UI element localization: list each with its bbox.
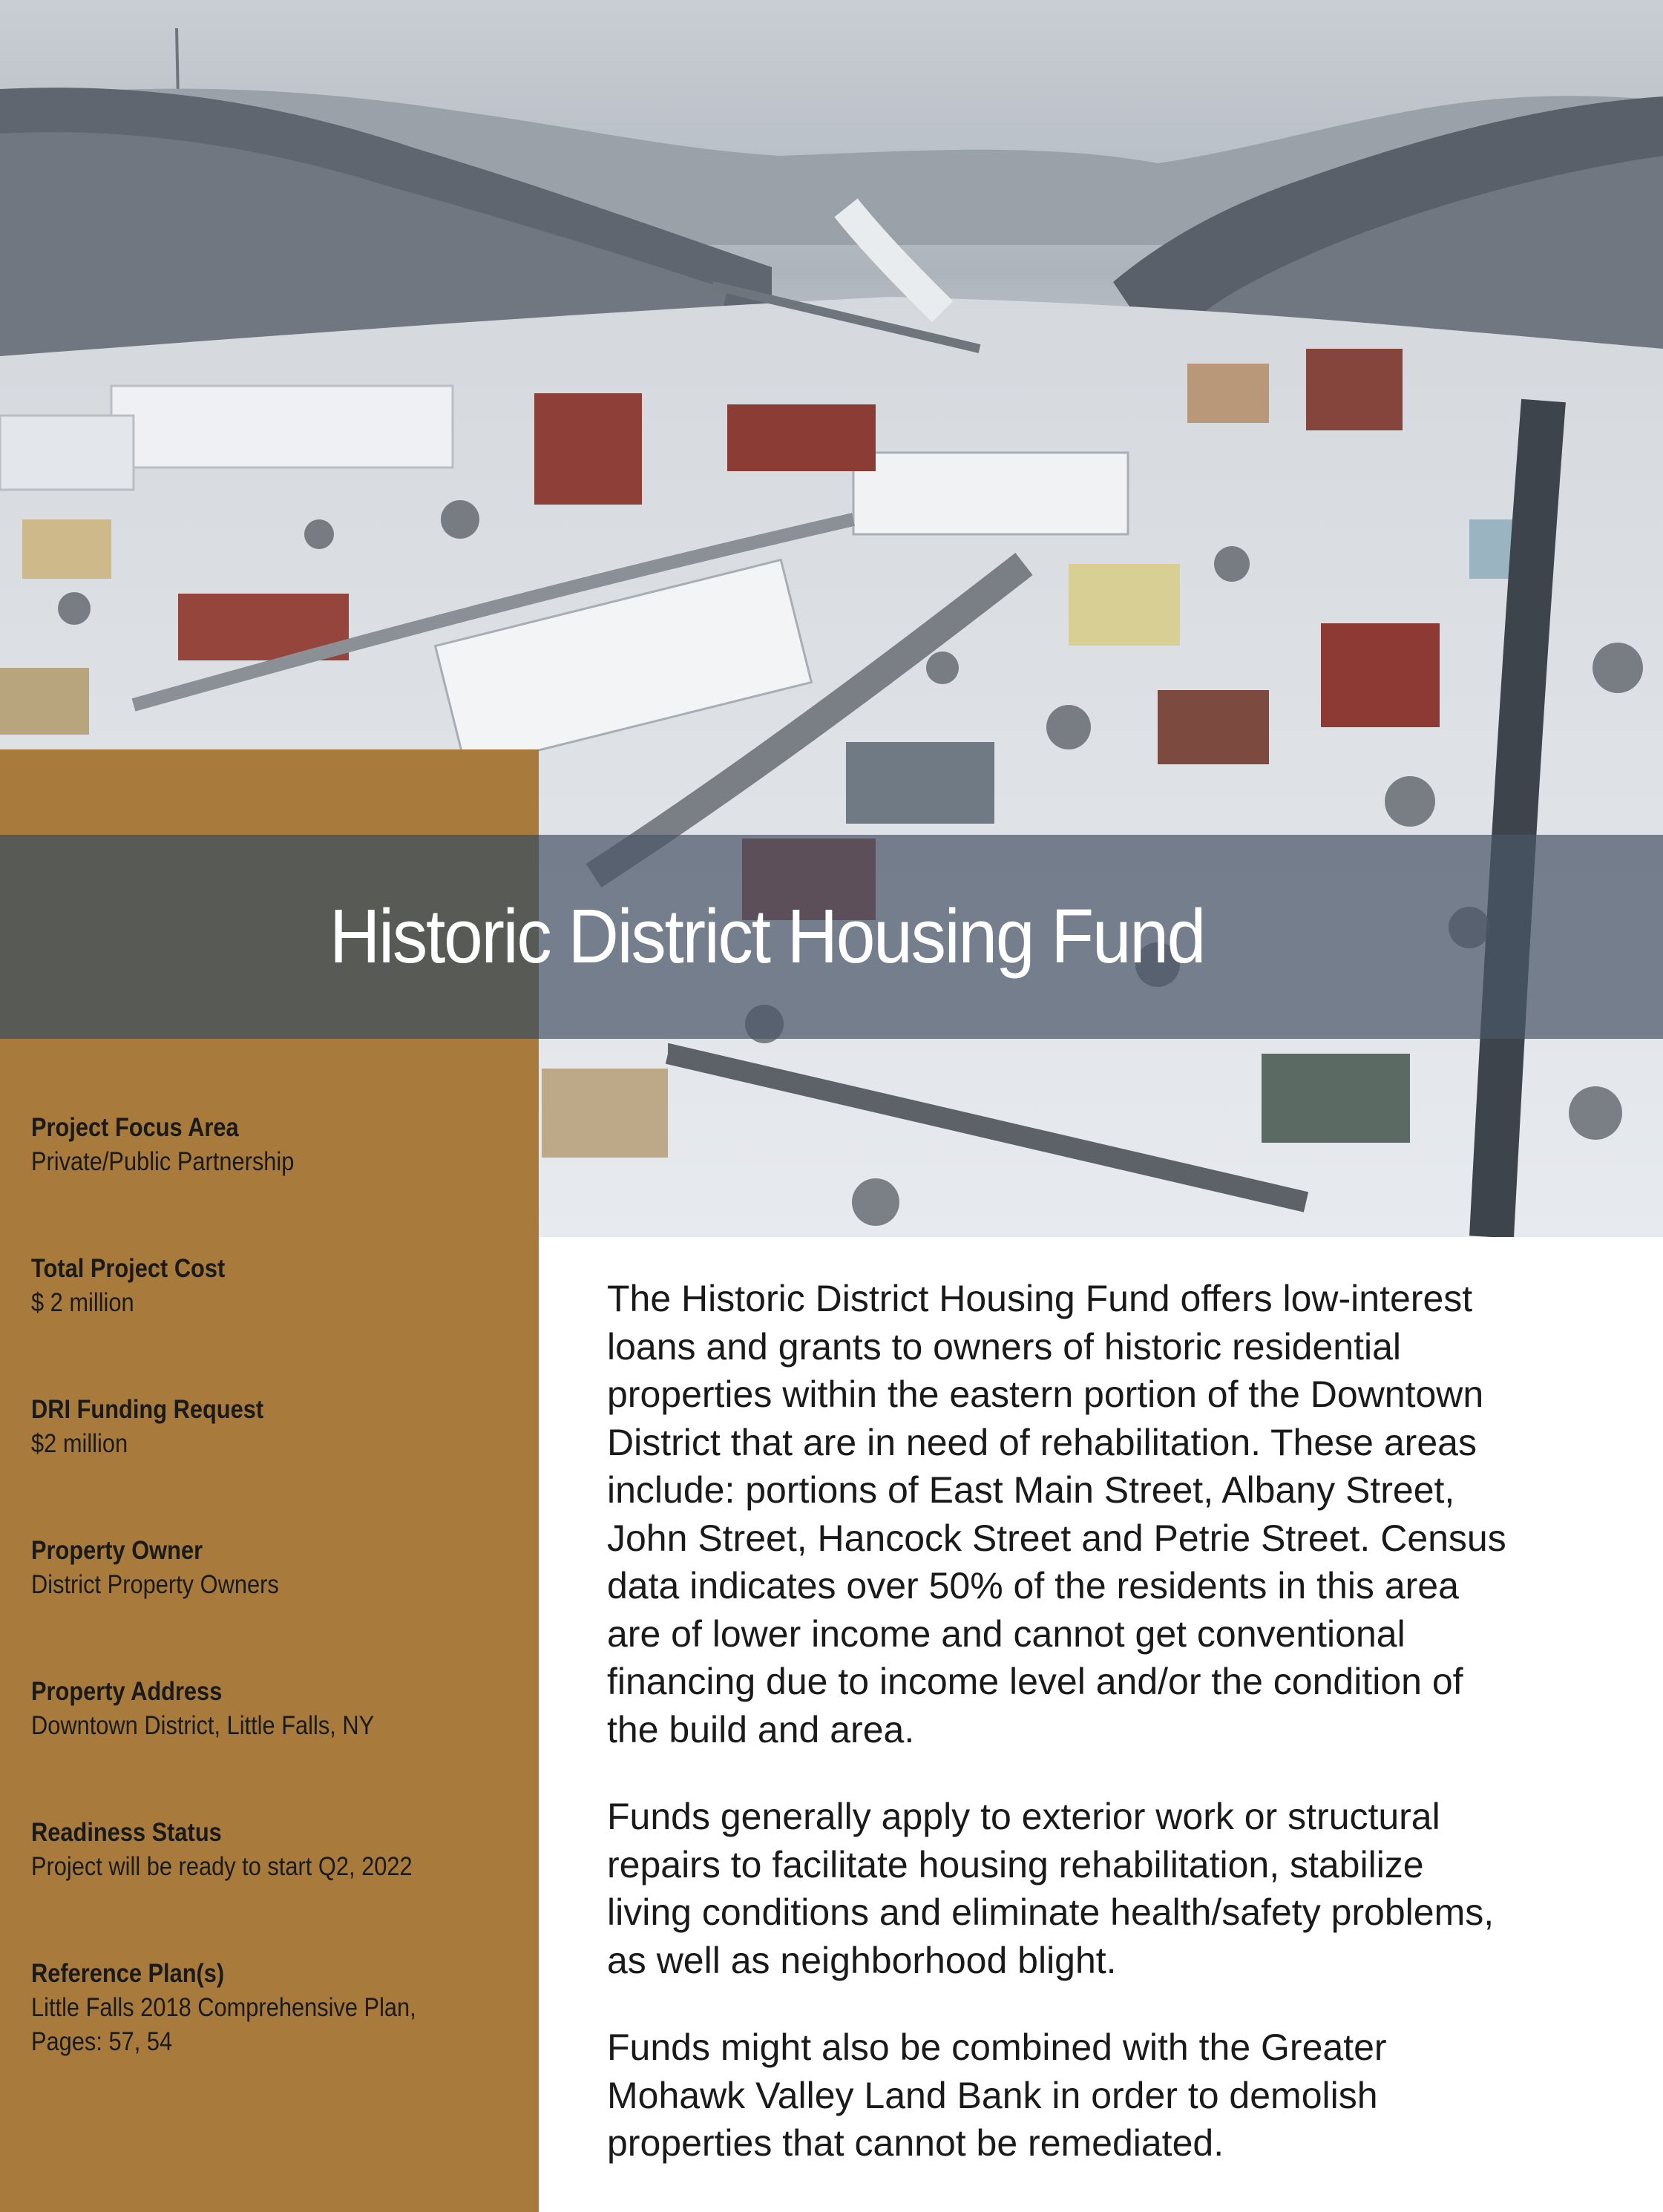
- fact-label: Total Project Cost: [31, 1254, 226, 1283]
- fact-label: Property Address: [31, 1677, 223, 1706]
- text-line: John Street, Hancock Street and Petrie Street. Census: [607, 1517, 1506, 1559]
- fact-label: Readiness Status: [31, 1818, 222, 1847]
- fact-property-address: [31, 1675, 521, 1743]
- fact-value: Downtown District, Little Falls, NY: [31, 1711, 375, 1740]
- fact-reference-plans: [31, 1957, 521, 2059]
- text-line: properties within the eastern portion of the Downtown: [607, 1374, 1484, 1415]
- fact-label: DRI Funding Request: [31, 1395, 264, 1424]
- text-line: living conditions and eliminate health/safety problems,: [607, 1891, 1495, 1933]
- description-paragraph-2: [607, 1793, 1653, 1984]
- fact-value: Private/Public Partnership: [31, 1147, 295, 1176]
- fact-readiness-status: [31, 1816, 521, 1884]
- text-line: data indicates over 50% of the residents in this area: [607, 1565, 1459, 1607]
- fact-dri-funding-request: [31, 1393, 521, 1461]
- fact-value: Little Falls 2018 Comprehensive Plan,: [31, 1993, 416, 2022]
- text-line: Funds might also be combined with the Greater: [607, 2026, 1387, 2068]
- project-facts: [31, 1111, 521, 2132]
- fact-value: $2 million: [31, 1429, 128, 1458]
- text-line: as well as neighborhood blight.: [607, 1939, 1117, 1981]
- project-description: [607, 1275, 1653, 2207]
- page-title: Historic District Housing Fund: [329, 893, 1205, 979]
- text-line: include: portions of East Main Street, Albany Street,: [607, 1469, 1455, 1511]
- fact-property-owner: [31, 1534, 521, 1602]
- text-line: District that are in need of rehabilitation. These areas: [607, 1421, 1477, 1463]
- text-line: Funds generally apply to exterior work or structural: [607, 1796, 1440, 1837]
- fact-total-project-cost: [31, 1252, 521, 1320]
- fact-value: $ 2 million: [31, 1288, 134, 1317]
- text-line: loans and grants to owners of historic residential: [607, 1325, 1402, 1368]
- text-line: repairs to facilitate housing rehabilitation, stabilize: [607, 1843, 1424, 1886]
- description-paragraph-3: [607, 2024, 1653, 2167]
- fact-label: Property Owner: [31, 1536, 203, 1565]
- fact-value: Project will be ready to start Q2, 2022: [31, 1852, 413, 1881]
- text-line: properties that cannot be remediated.: [607, 2122, 1224, 2164]
- fact-value: District Property Owners: [31, 1570, 279, 1599]
- text-line: are of lower income and cannot get conventional: [607, 1612, 1405, 1655]
- fact-value-line2: Pages: 57, 54: [31, 2027, 173, 2056]
- text-line: the build and area.: [607, 1708, 915, 1750]
- text-line: financing due to income level and/or the condition of: [607, 1661, 1463, 1702]
- text-line: Mohawk Valley Land Bank in order to demolish: [607, 2074, 1378, 2116]
- fact-project-focus-area: [31, 1111, 521, 1179]
- description-paragraph-1: [607, 1275, 1653, 1753]
- text-line: The Historic District Housing Fund offers low-interest: [607, 1278, 1473, 1319]
- fact-label: Project Focus Area: [31, 1113, 239, 1142]
- fact-label: Reference Plan(s): [31, 1959, 225, 1988]
